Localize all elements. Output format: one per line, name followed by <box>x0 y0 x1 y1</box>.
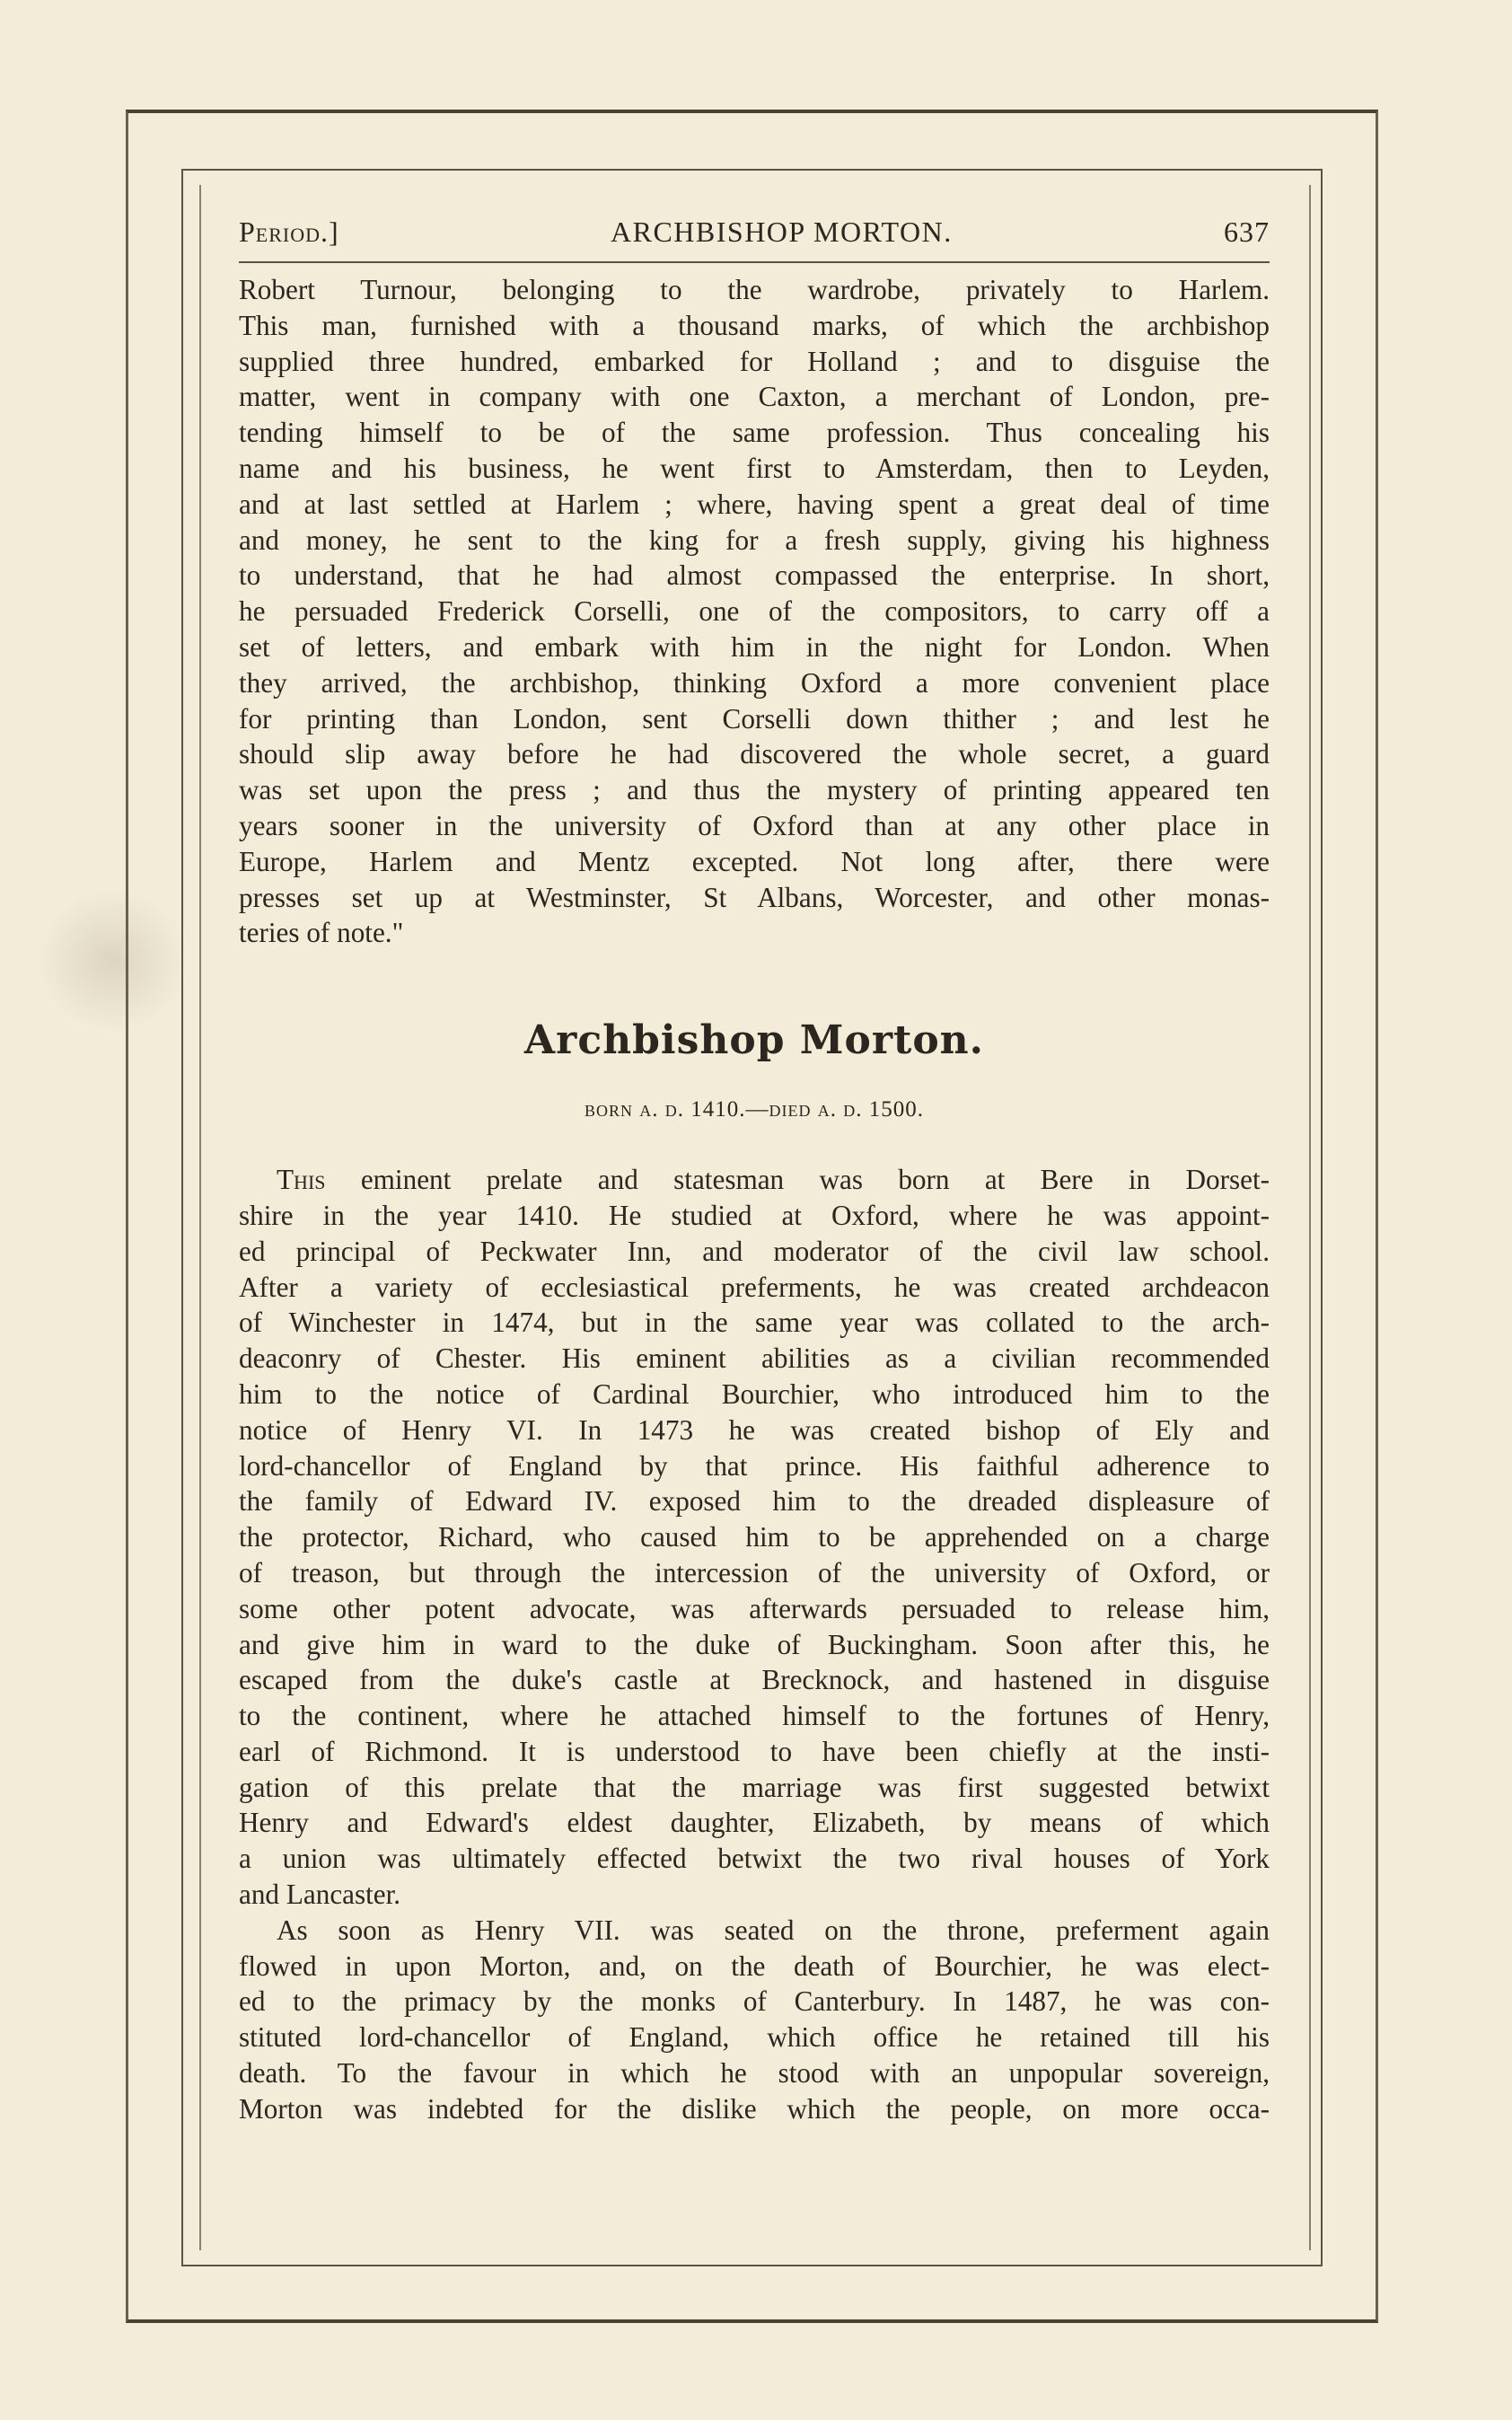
text-line: ed to the primacy by the monks of Canterbury. In 1487, he was con- <box>239 1985 1270 2018</box>
text-line: Europe, Harlem and Mentz excepted. Not long after, there were <box>239 845 1270 877</box>
text-line: and at last settled at Harlem ; where, having spent a great deal of time <box>239 488 1270 520</box>
text-line: matter, went in company with one Caxton, a merchant of London, pre- <box>239 381 1270 413</box>
text-line: Morton was indebted for the dislike which the people, on more occa- <box>239 2092 1270 2125</box>
text-line <box>239 1162 1270 1198</box>
text-line: Robert Turnour, belonging to the wardrobe, privately to Harlem. <box>239 274 1270 305</box>
text-line: he persuaded Frederick Corselli, one of the compositors, to carry off a <box>239 595 1270 628</box>
text-line: death. To the favour in which he stood with an unpopular sovereign, <box>239 2057 1270 2090</box>
born-prefix: born a. d. <box>584 1097 684 1122</box>
running-head <box>239 216 1270 263</box>
text-line: name and his business, he went first to Amsterdam, then to Leyden, <box>239 452 1270 484</box>
text-line: tending himself to be of the same profession. Thus concealing his <box>239 417 1270 449</box>
header-section-label: Period.] <box>239 216 339 248</box>
header-title: ARCHBISHOP MORTON. <box>610 216 953 248</box>
opening-word: This <box>277 1164 326 1196</box>
text-line: and give him in ward to the duke of Buckingham. Soon after this, he <box>239 1628 1270 1660</box>
text-line: deaconry of Chester. His eminent abilities as a civilian recommended <box>239 1342 1270 1375</box>
text-line: him to the notice of Cardinal Bourchier, who introduced him to the <box>239 1377 1270 1410</box>
text-line: Henry and Edward's eldest daughter, Elizabeth, by means of which <box>239 1807 1270 1839</box>
text-line: shire in the year 1410. He studied at Oxford, where he was appoint- <box>239 1199 1270 1231</box>
text-line: After a variety of ecclesiastical preferments, he was created archdeacon <box>239 1271 1270 1303</box>
text-line: and Lancaster. <box>239 1879 401 1911</box>
page-content <box>239 216 1270 2127</box>
text-line: some other potent advocate, was afterwards persuaded to release him, <box>239 1592 1270 1624</box>
text-line: the protector, Richard, who caused him to be apprehended on a charge <box>239 1521 1270 1553</box>
text-line: to understand, that he had almost compassed the enterprise. In short, <box>239 559 1270 592</box>
text-line: and money, he sent to the king for a fresh supply, giving his highness <box>239 524 1270 556</box>
text-line: years sooner in the university of Oxford than at any other place in <box>239 809 1270 841</box>
text-line: earl of Richmond. It is understood to have been chiefly at the insti- <box>239 1735 1270 1767</box>
text-line: As soon as Henry VII. was seated on the throne, preferment again <box>277 1914 1270 1946</box>
text-line: notice of Henry VI. In 1473 he was created bishop of Ely and <box>239 1413 1270 1446</box>
text-line: teries of note." <box>239 917 404 949</box>
text-line: escaped from the duke's castle at Brecknock, and hastened in disguise <box>239 1664 1270 1696</box>
text-line: flowed in upon Morton, and, on the death of Bourchier, he was elect- <box>239 1949 1270 1982</box>
text-line: set of letters, and embark with him in the night for London. When <box>239 630 1270 663</box>
page-number: 637 <box>1224 216 1270 248</box>
biography-paragraph <box>239 1162 1270 2127</box>
text-line: should slip away before he had discovered the whole secret, a guard <box>239 738 1270 770</box>
text-line: This man, furnished with a thousand marks, of which the archbishop <box>239 309 1270 341</box>
died-year: 1500. <box>868 1097 924 1122</box>
text-line: presses set up at Westminster, St Albans, Worcester, and other monas- <box>239 881 1270 913</box>
text-line: supplied three hundred, embarked for Holland ; and to disguise the <box>239 345 1270 377</box>
text-line: of treason, but through the intercession of the university of Oxford, or <box>239 1556 1270 1588</box>
text-line: lord-chancellor of England by that prince. His faithful adherence to <box>239 1449 1270 1482</box>
text-line-rest: eminent prelate and statesman was born at Bere in Dorset- <box>325 1164 1270 1196</box>
text-line: ed principal of Peckwater Inn, and moderator of the civil law school. <box>239 1235 1270 1267</box>
text-line: they arrived, the archbishop, thinking Oxford a more convenient place <box>239 666 1270 699</box>
text-line: for printing than London, sent Corselli down thither ; and lest he <box>239 702 1270 735</box>
text-line: was set upon the press ; and thus the mystery of printing appeared ten <box>239 774 1270 806</box>
born-year: 1410. <box>690 1097 746 1122</box>
section-title: Archbishop Morton. <box>524 1017 984 1064</box>
died-prefix: died a. d. <box>769 1097 863 1122</box>
text-line: of Winchester in 1474, but in the same year was collated to the arch- <box>239 1307 1270 1339</box>
text-line: gation of this prelate that the marriage was first suggested betwixt <box>239 1771 1270 1803</box>
continuation-paragraph <box>239 272 1270 951</box>
text-line: to the continent, where he attached himself to the fortunes of Henry, <box>239 1700 1270 1732</box>
text-line: the family of Edward IV. exposed him to the dreaded displeasure of <box>239 1485 1270 1518</box>
dates-separator: — <box>745 1097 769 1122</box>
text-line: stituted lord-chancellor of England, which office he retained till his <box>239 2021 1270 2054</box>
text-line: a union was ultimately effected betwixt the two rival houses of York <box>239 1843 1270 1875</box>
life-dates <box>239 1097 1270 1122</box>
